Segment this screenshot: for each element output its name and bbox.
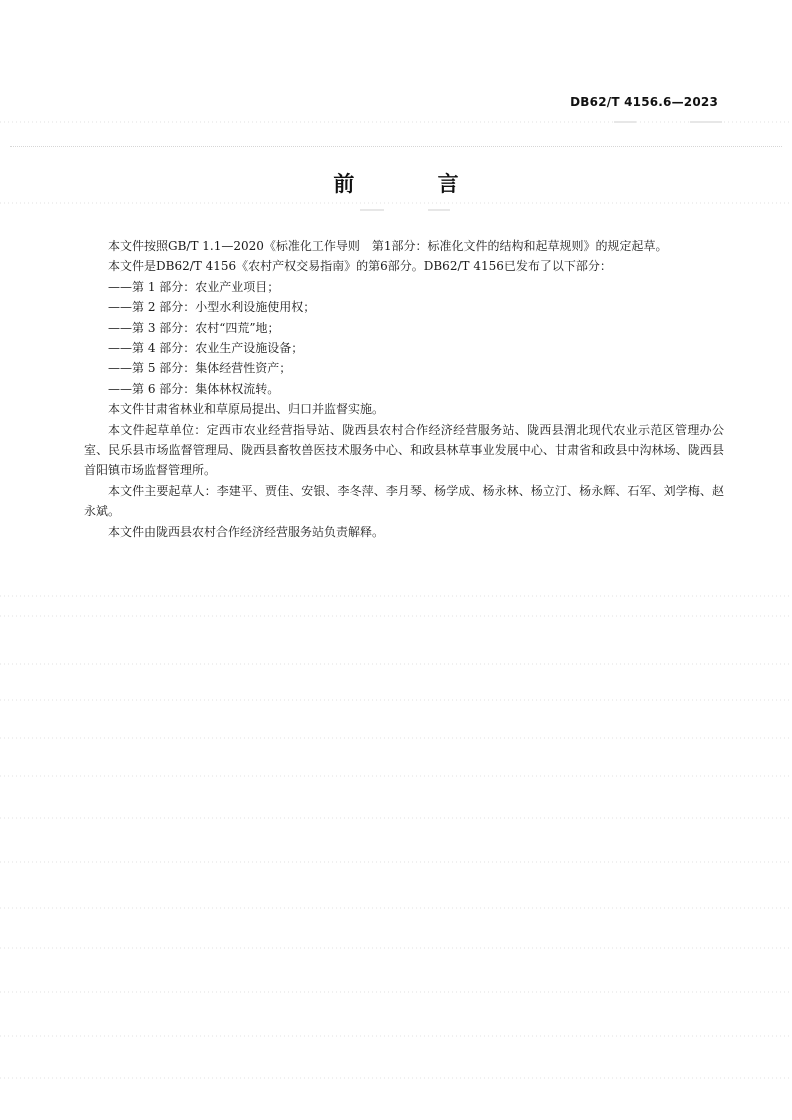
foreword-body — [84, 236, 724, 542]
list-item: ——第 2 部分：小型水利设施使用权； — [108, 300, 316, 315]
list-item: ——第 5 部分：集体经营性资产； — [108, 361, 292, 376]
page-title: 前 言 — [333, 172, 497, 196]
paragraph-drafting-basis: 本文件按照GB/T 1.1—2020《标准化工作导则 第1部分：标准化文件的结构和起草规则》的规定起草。 — [108, 239, 668, 253]
paragraph-interpretation: 本文件由陇西县农村合作经济经营服务站负责解释。 — [108, 524, 385, 539]
paragraph-drafting-units: 本文件起草单位：定西市农业经营指导站、陇西县农村合作经济经营服务站、陇西县渭北现代农业示范区管理办公室、民乐县市场监督管理局、陇西县畜牧兽医技术服务中心、和政县林草事业发展中心、甘肃省和政县中沟林场、陇西县首阳镇市场监督管理所。 — [84, 422, 724, 478]
paragraph-series-intro: 本文件是DB62/T 4156《农村产权交易指南》的第6部分。DB62/T 4156已发布了以下部分： — [108, 259, 612, 274]
header-divider — [10, 146, 782, 147]
list-item: ——第 3 部分：农村“四荒”地； — [108, 320, 280, 335]
list-item: ——第 6 部分：集体林权流转。 — [108, 381, 280, 396]
document-code: DB62/T 4156.6—2023 — [570, 95, 718, 109]
list-item: ——第 4 部分：农业生产设施设备； — [108, 341, 304, 356]
list-item: ——第 1 部分：农业产业项目； — [108, 279, 280, 294]
paragraph-proposer: 本文件甘肃省林业和草原局提出、归口并监督实施。 — [108, 402, 385, 417]
paragraph-drafters: 本文件主要起草人：李建平、贾佳、安银、李冬萍、李月琴、杨学成、杨永林、杨立汀、杨永辉、石军、刘学梅、赵永斌。 — [84, 483, 724, 519]
